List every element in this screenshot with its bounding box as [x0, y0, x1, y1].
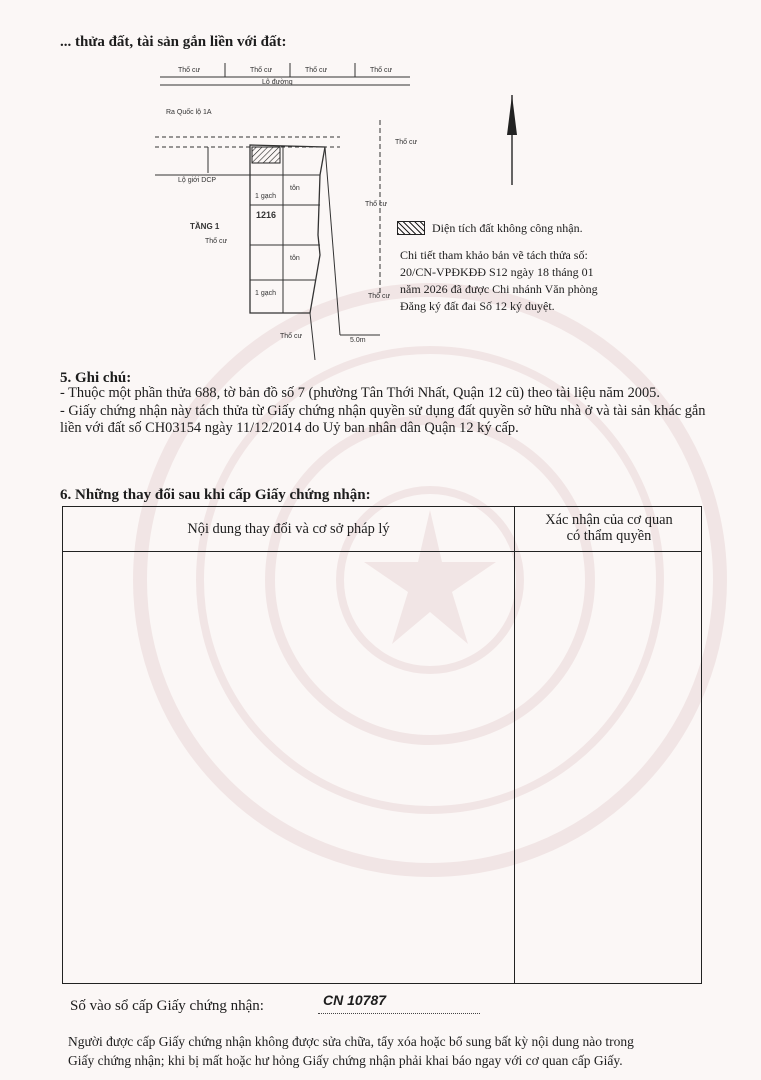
note-line: Đăng ký đất đai Số 12 ký duyệt.	[400, 299, 555, 313]
section5-line: - Giấy chứng nhận này tách thửa từ Giấy chứng nhận quyền sử dụng đất quyền sở hữu nhà ở và tài sản khác gắn liền với đất số CH03154 ngày 11/12/2014 do Uỷ ban nhân dân Quận 12 ký cấp.	[60, 402, 706, 436]
footer-line: Người được cấp Giấy chứng nhận không được sửa chữa, tẩy xóa hoặc bổ sung bất kỳ nội dung nào trong	[68, 1034, 634, 1049]
plot-scale-label: 5.0m	[350, 337, 366, 344]
registry-number: CN 10787	[323, 992, 387, 1008]
plot-reference-note	[400, 247, 640, 315]
table-divider-horizontal	[63, 551, 701, 552]
note-line: 20/CN-VPĐKĐĐ S12 ngày 18 tháng 01	[400, 265, 594, 279]
plot-label-tho-cu-4: Thổ cư	[370, 67, 393, 74]
footer-line: Giấy chứng nhận; khi bị mất hoặc hư hỏng Giấy chứng nhận phải khai báo ngay với cơ quan cấp Giấy.	[68, 1053, 623, 1068]
plot-label-tho-cu-2: Thổ cư	[250, 67, 273, 74]
section5-line: - Thuộc một phần thửa 688, tờ bản đồ số 7 (phường Tân Thới Nhất, Quận 12 cũ) theo tài liệu năm 2005.	[60, 385, 660, 401]
plot-label-gach-2: 1 gạch	[255, 290, 277, 297]
section5-body	[60, 385, 710, 438]
note-line: năm 2026 đã được Chi nhánh Văn phòng	[400, 282, 598, 296]
plot-label-area: 1216	[256, 210, 277, 220]
plot-label-tho-cu-3: Thổ cư	[305, 67, 328, 74]
plot-label-road-left: Ra Quốc lộ 1A	[166, 109, 212, 116]
plot-label-lo-duong: Lộ đường	[262, 79, 293, 86]
table-divider-vertical	[514, 507, 515, 983]
north-arrow-icon	[507, 95, 517, 135]
table-header-authority-line2: có thẩm quyền	[566, 528, 652, 544]
plot-label-ton-1: tôn	[290, 185, 300, 192]
note-line: Chi tiết tham khảo bản vẽ tách thửa số:	[400, 248, 588, 262]
legend-text: Diện tích đất không công nhận.	[432, 221, 583, 235]
plot-label-tho-cu-6: Thổ cư	[365, 201, 388, 208]
plot-label-tho-cu-1: Thổ cư	[178, 67, 201, 74]
plot-label-tho-cu-7: Thổ cư	[368, 293, 391, 300]
registry-dotted-line	[318, 1013, 480, 1014]
legend-hatch-swatch	[397, 221, 425, 235]
registry-label: Số vào sổ cấp Giấy chứng nhận:	[70, 998, 264, 1014]
section6-title: 6. Những thay đổi sau khi cấp Giấy chứng nhận:	[60, 487, 371, 503]
changes-table	[62, 506, 702, 984]
section5-title: 5. Ghi chú:	[60, 370, 132, 386]
footer-notice	[68, 1032, 708, 1070]
plot-label-ton-2: tôn	[290, 255, 300, 262]
plot-label-gach-1: 1 gạch	[255, 193, 277, 200]
plot-label-tho-cu-5: Thổ cư	[395, 139, 418, 146]
section4-header: ... thửa đất, tài sản gắn liền với đất:	[60, 34, 287, 50]
table-header-authority-line1: Xác nhận của cơ quan	[545, 512, 673, 528]
table-header-changes: Nội dung thay đổi và cơ sở pháp lý	[187, 521, 390, 537]
plot-label-lo-gioi: Lộ giới DCP	[178, 177, 217, 184]
table-header-authority	[515, 512, 703, 544]
plot-label-tho-cu-9: Thổ cư	[205, 238, 228, 245]
plot-label-tho-cu-8: Thổ cư	[280, 333, 303, 340]
plot-label-tang1: TẦNG 1	[190, 222, 220, 231]
